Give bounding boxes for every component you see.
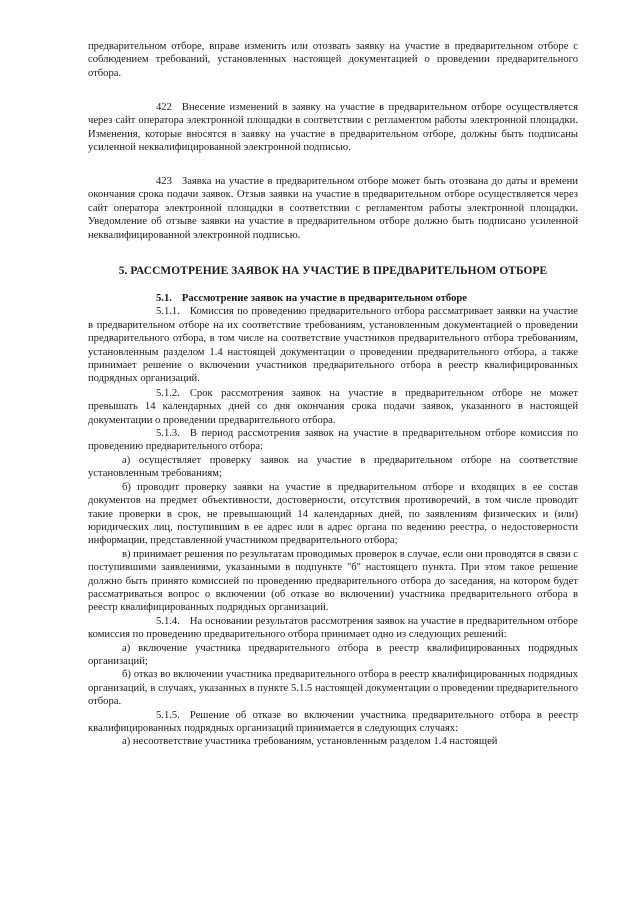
clause-text: Решение об отказе во включении участника предварительного отбора в реестр квалифицированных подрядных организаций принимается в следующих случаях: <box>88 709 578 734</box>
list-item-b: б) проводит проверку заявки на участие в предварительном отборе и входящих в ее состав документов на предмет объективности, достоверности, отсутствия противоречий, в том числе проводит такие проверки в срок, не превышающий 14 календарных дней, по заявлениям физических и (или) юридических лиц, поступившим в ее адрес или в адрес органа по ведению реестра, о недостоверности информации, представленной участником предварительного отбора; <box>88 481 578 547</box>
clause-number: 423 <box>156 176 172 187</box>
subsection-5-1 <box>88 292 578 749</box>
clause-number: 5.1.2. <box>156 387 180 399</box>
section-title: 5. РАССМОТРЕНИЕ ЗАЯВОК НА УЧАСТИЕ В ПРЕДВАРИТЕЛЬНОМ ОТБОРЕ <box>118 265 548 277</box>
list-item-a: а) несоответствие участника требованиям, установленным разделом 1.4 настоящей <box>122 736 498 748</box>
clause-text: Комиссия по проведению предварительного отбора рассматривает заявки на участие в предварительном отборе на их соответствие требованиям, установленным документацией о проведении предварительного отбора, в том числе на соответствие участников предварительного отбора требованиям, установленным разделом 1.4 настоящей документации о проведении предварительного отбора, а также принимает решение о включении участников предварительного отбора в реестр квалифицированных подрядных организаций. <box>88 306 578 385</box>
clause-number: 5.1.4. <box>156 615 180 627</box>
clause-number: 422 <box>156 102 172 113</box>
continued-paragraph <box>88 40 578 80</box>
list-item-b: б) отказ во включении участника предварительного отбора в реестр квалифицированных подрядных организаций, в случаях, указанных в пункте 5.1.5 настоящей документации о проведении предварительного отбора. <box>88 669 578 708</box>
clause-text: На основании результатов рассмотрения заявок на участие в предварительном отборе комиссия по проведению предварительного отбора принимает одно из следующих решений: <box>88 615 578 641</box>
clause-text: Срок рассмотрения заявок на участие в предварительном отборе не может превышать 14 календарных дней со дня окончания срока подачи заявок, указанного в настоящей документации о проведении предварительного отбора. <box>88 387 578 426</box>
subsection-number: 5.1. <box>156 293 172 304</box>
section-heading <box>88 264 578 278</box>
clause-423 <box>88 175 578 242</box>
clause-text: Заявка на участие в предварительном отборе может быть отозвана до даты и времени окончания срока подачи заявок. Отзыв заявки на участие в предварительном отборе осуществляется через сайт оператора электронной площадки в соответствии с регламентом работы электронной площадки. Уведомление об отзыве заявки на участие в предварительном отборе должно быть подписано усиленной неквалифицированной электронной подписью. <box>88 176 578 241</box>
subsection-title: Рассмотрение заявок на участие в предварительном отборе <box>181 293 467 304</box>
clause-text: В период рассмотрения заявок на участие в предварительном отборе комиссия по проведению предварительного отбора: <box>88 428 578 453</box>
list-item-a: а) осуществляет проверку заявок на участие в предварительном отборе на соответствие установленным требованиям; <box>88 454 578 480</box>
clause-number: 5.1.1. <box>156 306 180 318</box>
list-item-a: а) включение участника предварительного отбора в реестр квалифицированных подрядных организаций; <box>88 642 578 667</box>
list-item-v: в) принимает решения по результатам проводимых проверок в случае, если они проводятся в связи с поступившими заявлениями, указанными в подпункте "б" настоящего пункта. При этом такое решение должно быть принято комиссией по проведению предварительного отбора до заседания, на котором будет рассматриваться вопрос о включении (об отказе во включении) участника предварительного отбора в реестр квалифицированных подрядных организаций. <box>88 548 578 614</box>
clause-number: 5.1.5. <box>156 709 180 721</box>
clause-number: 5.1.3. <box>156 428 180 440</box>
clause-422 <box>88 101 578 155</box>
clause-text: Внесение изменений в заявку на участие в предварительном отборе осуществляется через сайт оператора электронной площадки в соответствии с регламентом работы электронной площадки. Изменения, которые вносятся в заявку на участие в предварительном отборе, должны быть подписаны усиленной неквалифицированной электронной подписью. <box>88 102 578 154</box>
paragraph-text: предварительном отборе, вправе изменить или отозвать заявку на участие в предварительном отборе с соблюдением требований, установленных настоящей документацией о проведении предварительного отбора. <box>88 41 578 79</box>
